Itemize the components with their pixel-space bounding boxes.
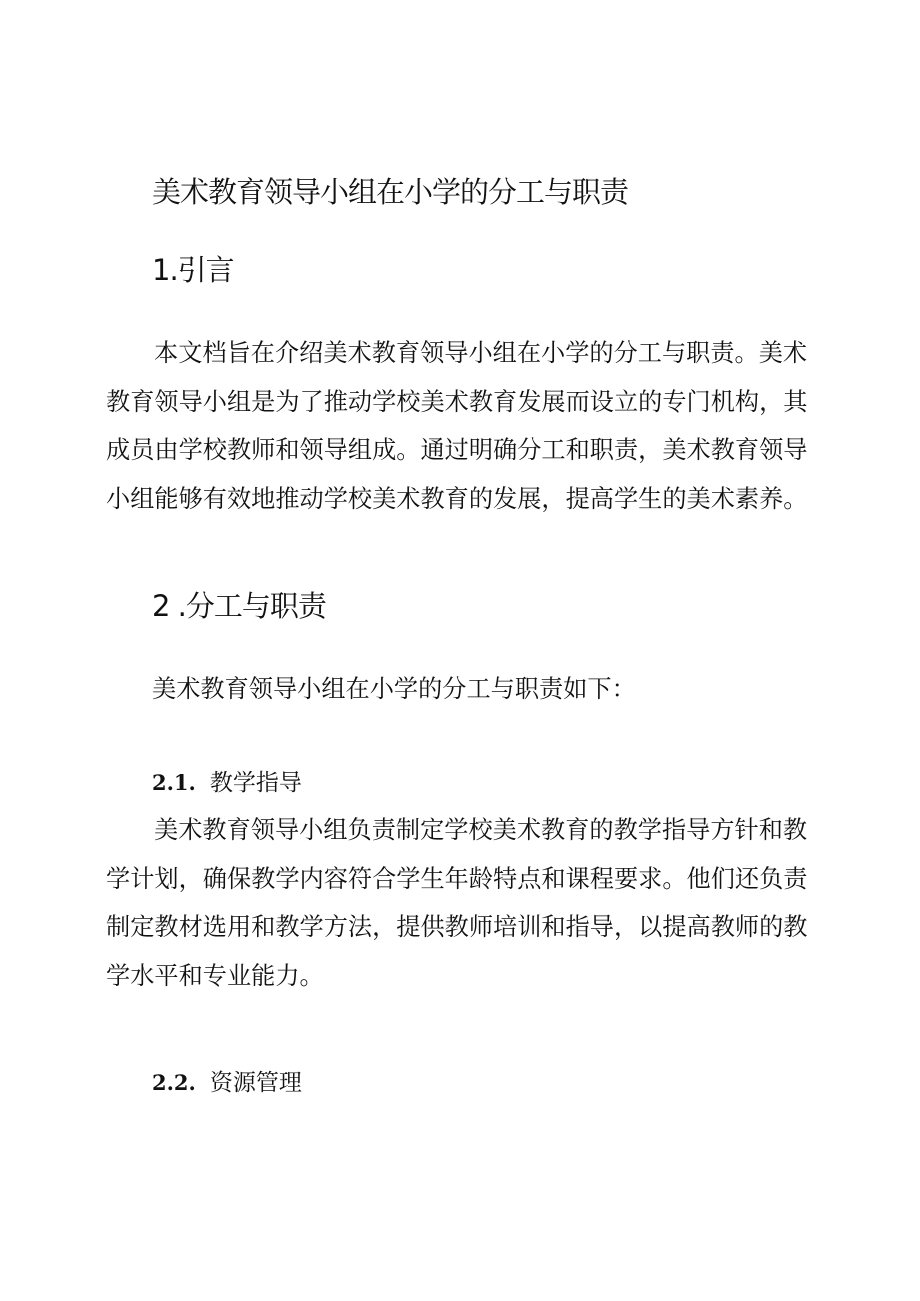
subsection-number: 2.1.: [152, 770, 196, 795]
section-heading-division-of-duties: 2 .分工与职责: [152, 589, 326, 623]
subsection-heading-resource-management: [152, 1066, 302, 1100]
teaching-guidance-paragraph: 美术教育领导小组负责制定学校美术教育的教学指导方针和教学计划，确保教学内容符合学生年龄特点和课程要求。他们还负责制定教材选用和教学方法，提供教师培训和指导，以提高教师的教学水平和专业能力。: [106, 816, 808, 990]
section-heading-introduction: 1.引言: [152, 253, 234, 287]
subsection-heading-teaching-guidance: [152, 766, 302, 800]
subsection-title: 教学指导: [209, 770, 302, 796]
subsection-title: 资源管理: [209, 1070, 302, 1096]
subsection-number: 2.2.: [152, 1070, 196, 1095]
document-title: 美术教育领导小组在小学的分工与职责: [152, 175, 629, 209]
division-intro-paragraph: 美术教育领导小组在小学的分工与职责如下：: [152, 675, 636, 703]
introduction-paragraph: 本文档旨在介绍美术教育领导小组在小学的分工与职责。美术教育领导小组是为了推动学校美术教育发展而设立的专门机构，其成员由学校教师和领导组成。通过明确分工和职责，美术教育领导小组能够有效地推动学校美术教育的发展，提高学生的美术素养。: [106, 339, 808, 513]
